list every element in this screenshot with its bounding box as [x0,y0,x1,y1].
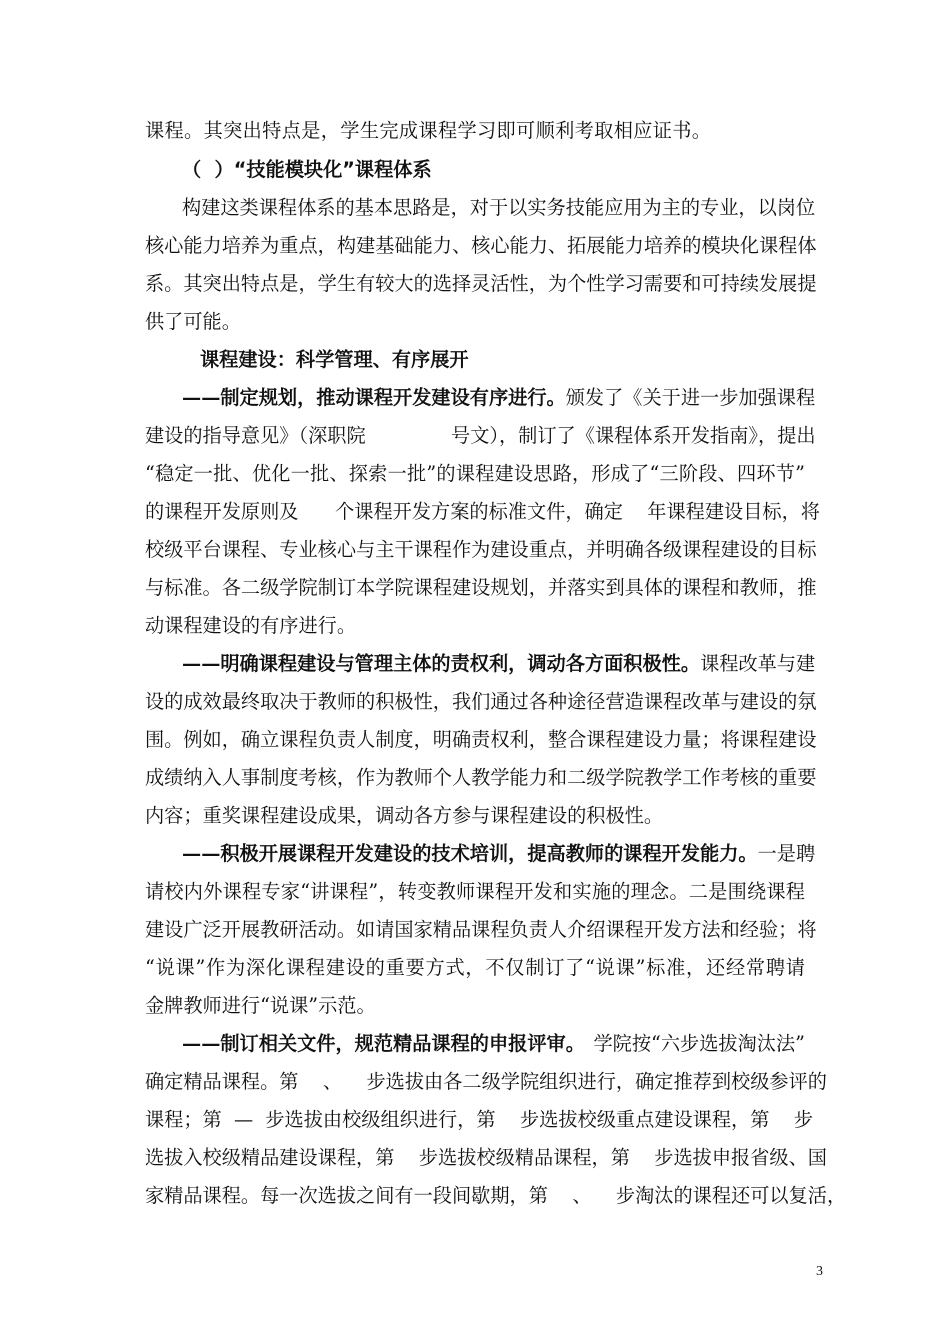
text-line: 建设广泛开展教研活动。如请国家精品课程负责人介绍课程开发方法和经验；将 [145,918,817,941]
text-line: 设的成效最终取决于教师的积极性，我们通过各种途径营造课程改革与建设的氛 [145,690,817,713]
text-line [182,1024,805,1064]
text-line: 金牌教师进行“说课”示范。 [145,994,376,1017]
text-line: 建设的指导意见》（深职院 号文），制订了《课程体系开发指南》，提出 [145,424,816,447]
text-line: 供了可能。 [145,310,241,333]
text-line: 构建这类课程体系的基本思路是，对于以实务技能应用为主的专业，以岗位 [182,196,816,219]
text-line: 家精品课程。每一次选拔之间有一段间歇期，第 、 步淘汰的课程还可以复活， [145,1184,847,1207]
text-span: 一是聘 [757,842,816,865]
bold-lead-phrase: ——制订相关文件，规范精品课程的申报评审。 [182,1032,585,1055]
text-line [182,644,816,684]
text-line: 与标准。各二级学院制订本学院课程建设规划，并落实到具体的课程和教师，推 [145,576,817,599]
section-heading: （ ）“技能模块化”课程体系 [182,158,432,181]
bold-lead-phrase: ——积极开展课程开发建设的技术培训，提高教师的课程开发能力。 [182,842,758,865]
bold-lead-phrase: ——明确课程建设与管理主体的责权利，调动各方面积极性。 [182,652,701,675]
text-line: 校级平台课程、专业核心与主干课程作为建设重点，并明确各级课程建设的目标 [145,538,817,561]
text-span: 颁发了《关于进一步加强课程 [565,386,816,409]
text-span: 课程改革与建 [700,652,816,675]
section-heading: 课程建设：科学管理、有序展开 [200,348,469,371]
page-number: 3 [816,1264,823,1279]
text-line: 动课程建设的有序进行。 [145,614,357,637]
text-line: 内容；重奖课程建设成果，调动各方参与课程建设的积极性。 [145,804,664,827]
text-line: 课程；第 — 步选拔由校级组织进行，第 步选拔校级重点建设课程，第 步 [145,1108,814,1131]
text-line: 围。例如，确立课程负责人制度，明确责权利，整合课程建设力量；将课程建设 [145,728,817,751]
text-line: “说课”作为深化课程建设的重要方式，不仅制订了“说课”标准，还经常聘请 [145,956,805,979]
text-line [182,378,816,418]
text-line: 请校内外课程专家“讲课程”，转变教师课程开发和实施的理念。二是围绕课程 [145,880,805,903]
text-line: 成绩纳入人事制度考核，作为教师个人教学能力和二级学院教学工作考核的重要 [145,766,817,789]
text-line: 核心能力培养为重点，构建基础能力、核心能力、拓展能力培养的模块化课程体 [145,234,817,257]
bold-lead-phrase: ——制定规划，推动课程开发建设有序进行。 [182,386,566,409]
text-line: “稳定一批、优化一批、探索一批”的课程建设思路，形成了“三阶段、四环节” [145,462,805,485]
text-line: 确定精品课程。第 、 步选拔由各二级学院组织进行，确定推荐到校级参评的 [145,1070,827,1093]
text-line: 系。其突出特点是，学生有较大的选择灵活性，为个性学习需要和可持续发展提 [145,272,817,295]
text-line: 的课程开发原则及 个课程开发方案的标准文件，确定 年课程建设目标，将 [145,500,820,523]
text-span: 学院按“六步选拔淘汰法” [593,1032,805,1055]
text-line [182,834,816,874]
text-line: 课程。其突出特点是，学生完成课程学习即可顺利考取相应证书。 [145,119,711,142]
text-line: 选拔入校级精品建设课程，第 步选拔校级精品课程，第 步选拔申报省级、国 [145,1146,827,1169]
